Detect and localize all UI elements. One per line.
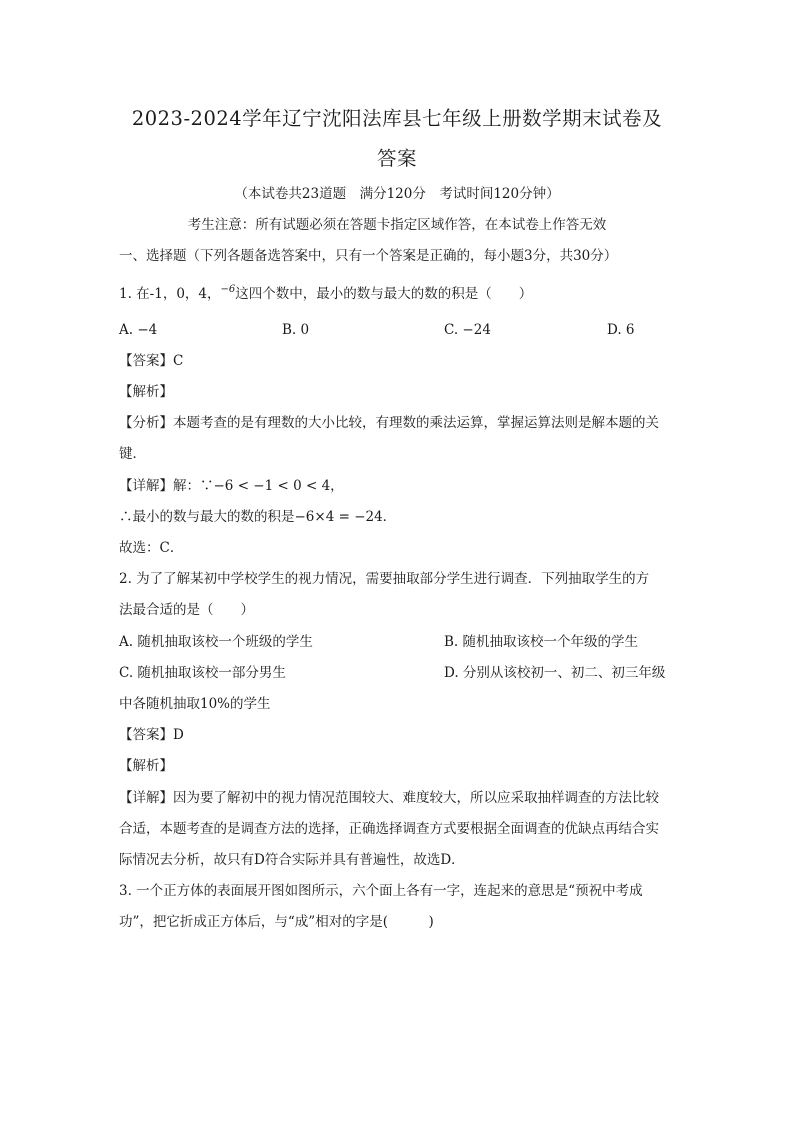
question-3-stem-line2: 功”，把它折成正方体后，与“成”相对的字是( ): [119, 914, 434, 930]
question-1-option-d: D. 6: [607, 322, 635, 338]
question-1-stem-before: 1. 在-1，0，4，: [119, 286, 221, 302]
question-2-detail-line3: 际情况去分析，故只有D符合实际并具有普遍性，故选D．: [119, 852, 465, 868]
question-2-answer: 【答案】D: [119, 727, 184, 743]
question-1-fenxi-line2: 键．: [119, 446, 146, 462]
exam-notice: 考生注意：所有试题必须在答题卡指定区域作答，在本试卷上作答无效: [187, 217, 607, 233]
exam-info: （本试卷共23道题 满分120分 考试时间120分钟）: [234, 186, 560, 202]
section-1-heading: 一、选择题（下列各题备选答案中，只有一个答案是正确的，每小题3分，共30分）: [119, 248, 618, 264]
question-2-detail-line1: 【详解】因为要了解初中的视力情况范围较大、难度较大，所以应采取抽样调查的方法比较: [119, 790, 659, 806]
question-1-option-a: A. −4: [119, 322, 158, 338]
question-1-option-c: C. −24: [444, 322, 491, 338]
document-title-line1: 2023-2024学年辽宁沈阳法库县七年级上册数学期末试卷及: [131, 107, 663, 130]
question-2-stem-line2: 法最合适的是（ ）: [119, 602, 254, 618]
question-1-stem: [119, 284, 533, 302]
question-2-analysis-label: 【解析】: [119, 758, 173, 774]
document-title-line2: 答案: [376, 147, 417, 170]
question-2-option-a: A. 随机抽取该校一个班级的学生: [119, 634, 313, 650]
question-1-analysis-label: 【解析】: [119, 384, 173, 400]
question-2-option-c: C. 随机抽取该校一部分男生: [119, 665, 286, 681]
question-1-conclusion: 故选：C．: [119, 540, 184, 556]
question-3-stem-line1: 3. 一个正方体的表面展开图如图所示，六个面上各有一字，连起来的意思是“预祝中考成: [119, 883, 643, 899]
question-1-stem-after: 这四个数中，最小的数与最大的数的积是（ ）: [235, 286, 533, 302]
question-1-option-b: B. 0: [282, 322, 310, 338]
question-2-option-b: B. 随机抽取该校一个年级的学生: [444, 634, 639, 650]
question-1-detail-line2: ∴最小的数与最大的数的积是−6×4 = −24．: [119, 509, 397, 525]
question-2-stem-line1: 2. 为了了解某初中学校学生的视力情况，需要抽取部分学生进行调查．下列抽取学生的方: [119, 571, 650, 587]
question-2-detail-line2: 合适，本题考查的是调查方法的选择，正确选择调查方式要根据全面调查的优缺点再结合实: [119, 821, 659, 837]
question-2-option-d: D. 分别从该校初一、初二、初三年级: [444, 665, 666, 681]
question-1-detail-line1: 【详解】解：∵−6 < −1 < 0 < 4，: [119, 478, 344, 494]
question-1-fenxi-line1: 【分析】本题考查的是有理数的大小比较，有理数的乘法运算，掌握运算法则是解本题的关: [119, 415, 659, 431]
question-1-answer: 【答案】C: [119, 353, 184, 369]
question-1-stem-sup: −6: [220, 284, 236, 295]
question-2-option-d-continuation: 中各随机抽取10%的学生: [119, 696, 271, 712]
